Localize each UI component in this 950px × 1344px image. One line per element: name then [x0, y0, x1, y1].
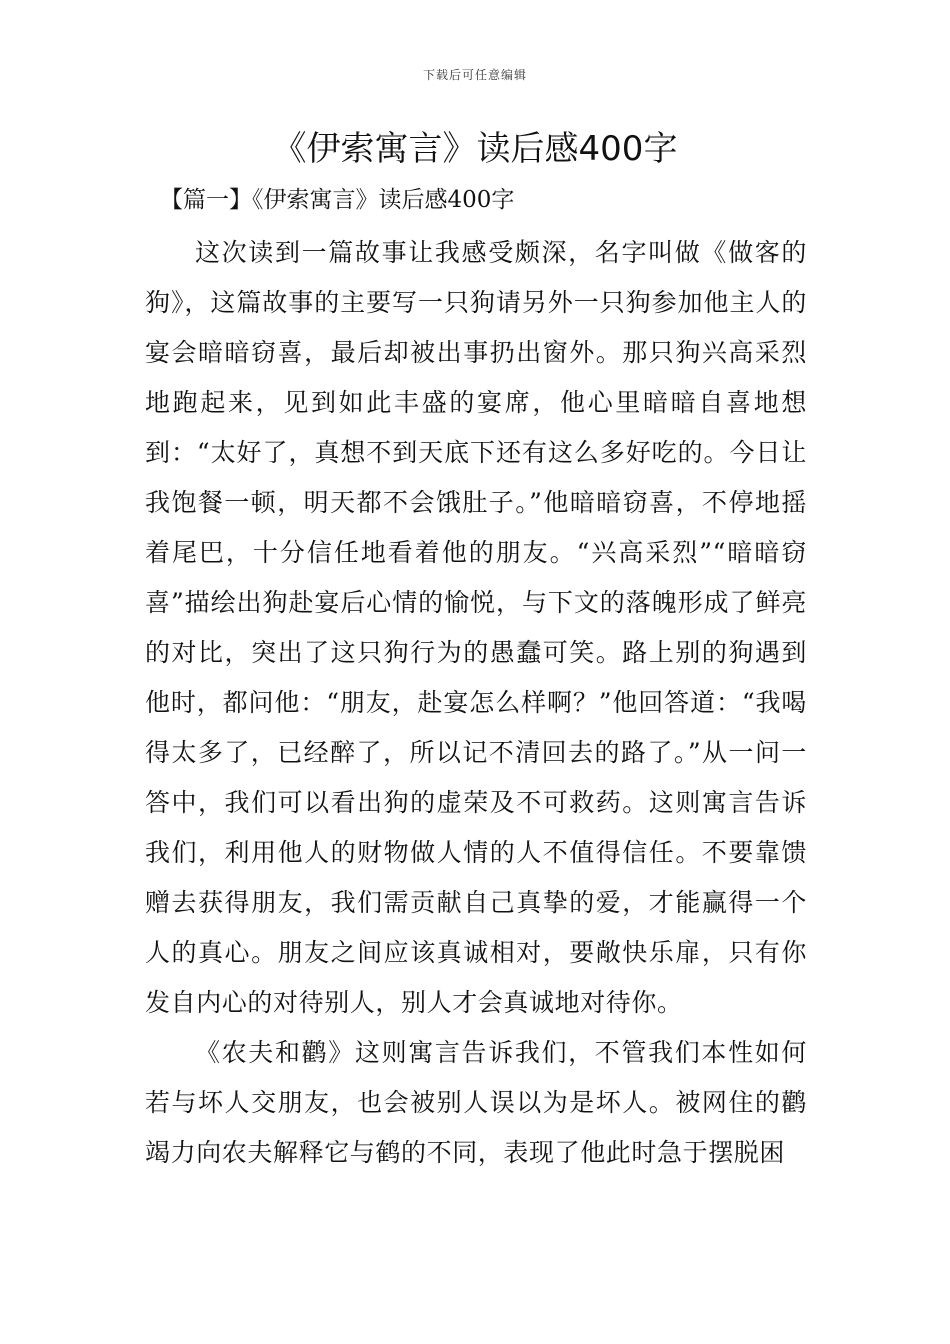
paragraph-1: 这次读到一篇故事让我感受颇深，名字叫做《做客的狗》，这篇故事的主要写一只狗请另外一只狗参加他主人的宴会暗暗窃喜，最后却被出事扔出窗外。那只狗兴高采烈地跑起来，见到如此丰盛的宴席，他心里暗暗自喜地想到：“太好了，真想不到天底下还有这么多好吃的。今日让我饱餐一顿，明天都不会饿肚子。”他暗暗窃喜，不停地摇着尾巴，十分信任地看着他的朋友。“兴高采烈”“暗暗窃喜”描绘出狗赴宴后心情的愉悦，与下文的落魄形成了鲜亮的对比，突出了这只狗行为的愚蠢可笑。路上别的狗遇到他时，都问他：“朋友，赴宴怎么样啊？”他回答道：“我喝得太多了，已经醉了，所以记不清回去的路了。”从一问一答中，我们可以看出狗的虚荣及不可救药。这则寓言告诉我们，利用他人的财物做人情的人不值得信任。不要靠馈赠去获得朋友，我们需贡献自己真挚的爱，才能赢得一个人的真心。朋友之间应该真诚相对，要敞快乐扉，只有你发自内心的对待别人，别人才会真诚地对待你。: [145, 238, 807, 1017]
section-heading: 【篇一】《伊索寓言》读后感400字: [160, 187, 515, 213]
body-text: [145, 228, 807, 1178]
paragraph-2: 《农夫和鹳》这则寓言告诉我们，不管我们本性如何若与坏人交朋友，也会被别人误以为是坏人。被网住的鹳竭力向农夫解释它与鹤的不同，表现了他此时急于摆脱困: [145, 1038, 807, 1167]
header-note: 下载后可任意编辑: [422, 68, 527, 82]
document-title: 《伊索寓言》读后感400字: [272, 129, 678, 169]
